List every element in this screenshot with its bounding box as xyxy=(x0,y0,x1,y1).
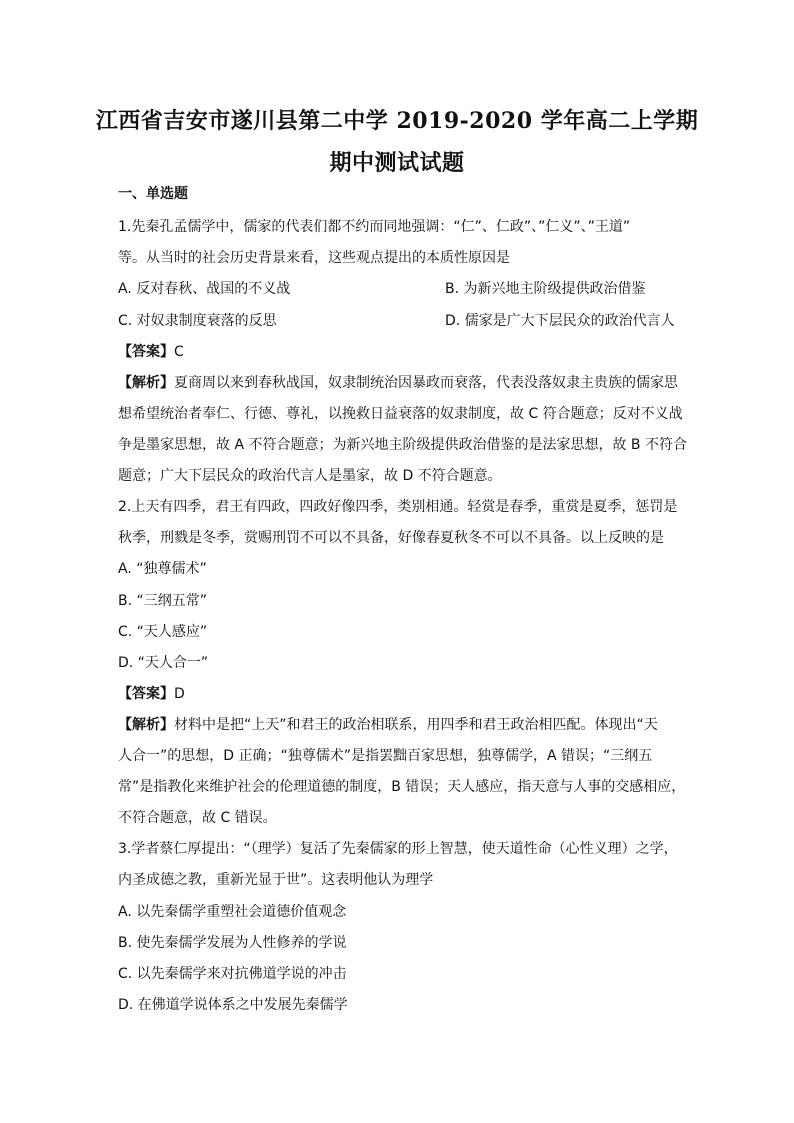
q2-option-b: B. “三纲五常” xyxy=(118,593,208,609)
analysis-label: 【解析】 xyxy=(118,375,174,391)
q2-option-d: D. “天人合一” xyxy=(118,655,209,671)
q3-stem-line2: 内圣成德之教，重新光显于世”。这表明他认为理学 xyxy=(118,872,434,888)
q1-stem-line2: 等。从当时的社会历史背景来看，这些观点提出的本质性原因是 xyxy=(118,250,510,266)
analysis-label: 【解析】 xyxy=(118,717,174,733)
answer-label: 【答案】 xyxy=(118,344,174,360)
q1-stem-line1: 1.先秦孔孟儒学中，儒家的代表们都不约而同地强调：“仁”、仁政”、”仁义”、”王道” xyxy=(118,219,631,235)
q2-analysis-line4: 不符合题意，故 C 错误。 xyxy=(118,810,277,826)
q2-stem-line2: 秋季，刑戮是冬季，赏赐刑罚不可以不具备，好像春夏秋冬不可以不具备。以上反映的是 xyxy=(118,530,664,546)
q1-option-c: C. 对奴隶制度衰落的反思 xyxy=(118,313,277,329)
analysis-text: 材料中是把“上天”和君王的政治相联系，用四季和君王政治相匹配。体现出“天 xyxy=(174,717,658,733)
q2-analysis-line1 xyxy=(118,717,678,733)
analysis-text: 夏商周以来到春秋战国，奴隶制统治因暴政而衰落，代表没落奴隶主贵族的儒家思 xyxy=(174,375,678,391)
q2-stem-line1: 2.上天有四季，君王有四政，四政好像四季，类别相通。轻赏是春季，重赏是夏季，惩罚是 xyxy=(118,499,678,515)
q3-option-b: B. 使先秦儒学发展为人性修养的学说 xyxy=(118,935,347,951)
q1-analysis-line1 xyxy=(118,375,678,391)
q1-option-d: D. 儒家是广大下层民众的政治代言人 xyxy=(445,313,675,329)
q1-option-b: B. 为新兴地主阶级提供政治借鉴 xyxy=(445,281,646,297)
answer-label: 【答案】 xyxy=(118,686,174,702)
q1-analysis-line4: 题意；广大下层民众的政治代言人是墨家，故 D 不符合题意。 xyxy=(118,468,502,484)
q3-option-d: D. 在佛道学说体系之中发展先秦儒学 xyxy=(118,997,348,1013)
q1-analysis-line3: 争是墨家思想，故 A 不符合题意；为新兴地主阶级提供政治借鉴的是法家思想，故 B 不符合 xyxy=(118,437,687,453)
q1-analysis-line2: 想希望统治者奉仁、行德、尊礼，以挽救日益衰落的奴隶制度，故 C 符合题意；反对不义战 xyxy=(118,406,683,422)
q3-option-a: A. 以先秦儒学重塑社会道德价值观念 xyxy=(118,904,347,920)
section-heading: 一、单选题 xyxy=(118,186,188,202)
q2-analysis-line3: 常”是指教化来维护社会的伦理道德的制度，B 错误；天人感应，指天意与人事的交感相应， xyxy=(118,779,686,795)
answer-value: D xyxy=(174,686,185,702)
q2-analysis-line2: 人合一”的思想，D 正确；“独尊儒术”是指罢黜百家思想，独尊儒学，A 错误；“三纲五 xyxy=(118,748,653,764)
q1-option-a: A. 反对春秋、战国的不义战 xyxy=(118,281,291,297)
q3-stem-line1: 3.学者蔡仁厚提出：“（理学）复活了先秦儒家的形上智慧，使天道性命（心性义理）之学， xyxy=(118,841,678,857)
q3-option-c: C. 以先秦儒学来对抗佛道学说的冲击 xyxy=(118,966,347,982)
document-title-line1: 江西省吉安市遂川县第二中学 2019-2020 学年高二上学期 xyxy=(95,108,699,134)
q1-answer xyxy=(118,344,678,360)
answer-value: C xyxy=(174,344,184,360)
document-title-line2: 期中测试试题 xyxy=(329,150,465,176)
q2-option-c: C. “天人感应” xyxy=(118,624,208,640)
q2-answer xyxy=(118,686,678,702)
q2-option-a: A. “独尊儒术” xyxy=(118,561,207,577)
